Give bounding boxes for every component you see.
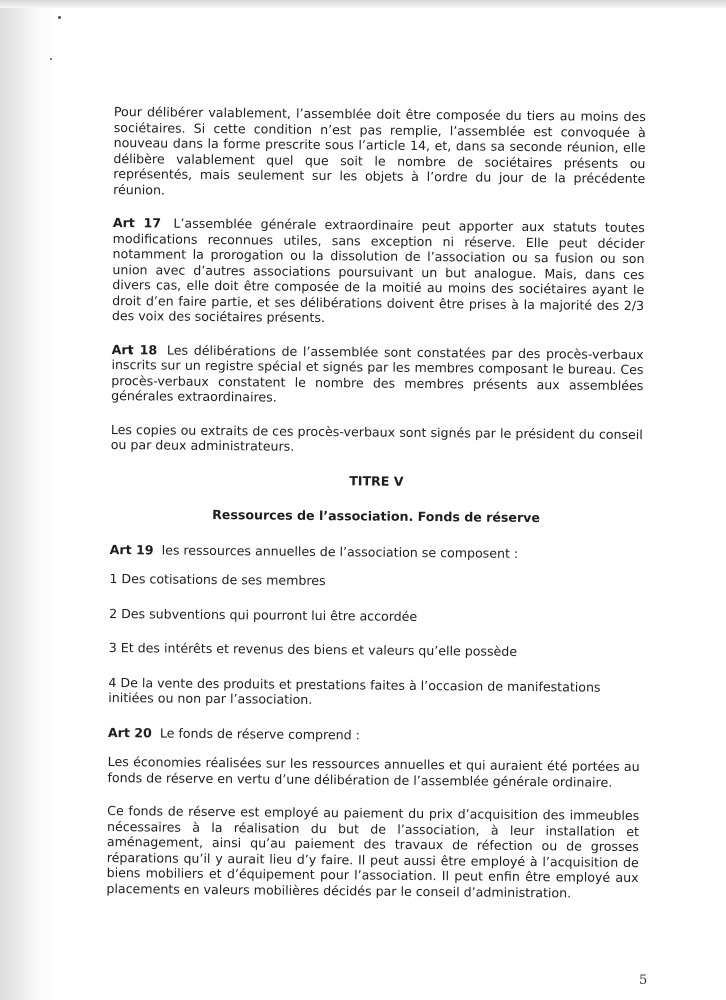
- page-left-shadow: [0, 0, 44, 1000]
- titre-heading: TITRE V: [349, 472, 404, 489]
- list-item: 1 Des cotisations de ses membres: [109, 570, 326, 589]
- scan-speck: [50, 58, 52, 60]
- article-20: [108, 724, 640, 745]
- list-item: 2 Des subventions qui pourront lui être accordée: [109, 605, 418, 624]
- paragraph-text: Pour délibérer valablement, l’assemblée doit être composée du tiers au moins des sociétaires. Si cette condition n’est pas remplie, l’assemblée est convoquée à nouveau dans la forme prescrite sous l’article 14, et, dans sa seconde réunion, elle délibère valablement quel que soit le nombre de sociétaires présents ou représentés, mais seulement sur les objets à l’ordre du jour de la précédente réunion.: [113, 104, 646, 197]
- section-heading: Ressources de l’association. Fonds de réserve: [212, 506, 541, 526]
- article-label: Art 18: [111, 341, 158, 357]
- article-text: les ressources annuelles de l’association se composent :: [161, 541, 519, 561]
- article-19: [110, 541, 642, 562]
- article-label: Art 19: [109, 541, 154, 557]
- article-text: Les délibérations de l’assemblée sont constatées par des procès-verbaux inscrits sur un registre spécial et signés par les membres composant le bureau. Ces procès-verbaux constatent le nombre des membres présents aux assemblées générales extraordinaires.: [111, 342, 644, 405]
- paragraph-quorum: [113, 104, 646, 202]
- paragraph-text: Les copies ou extraits de ces procès-verbaux sont signés par le président du conseil ou par deux administrateurs.: [110, 421, 643, 454]
- scan-speck: [58, 16, 61, 19]
- article-text: Le fonds de réserve comprend :: [159, 724, 361, 742]
- list-item: 4 De la vente des produits et prestations faites à l’occasion de manifestations initiées ou non par l’association.: [108, 674, 601, 707]
- paragraph-fonds-usage: Ce fonds de réserve est employé au paiement du prix d’acquisition des immeubles nécessaires à la réalisation du but de l’association, à leur installation et aménagement, ainsi qu’au paiement des travaux de réfection ou de grosses réparations qu’il y aurait lieu d’y faire. Il peut aussi être employé à l’acquisition de biens mobiliers et d’équipement pour l’association. Il peut enfin être employé aux placements en valeurs mobilières décidés par le conseil d’administration.: [106, 802, 640, 900]
- page-number: 5: [639, 973, 648, 988]
- list-item: 3 Et des intérêts et revenus des biens et valeurs qu’elle possède: [108, 639, 518, 659]
- paragraph-copies: [111, 421, 643, 457]
- article-17: [112, 215, 645, 329]
- article-label: Art 20: [107, 724, 152, 740]
- page-top-shadow: [0, 0, 726, 8]
- paragraph-economies: Les économies réalisées sur les ressources annuelles et qui auraient été portées au fonds de réserve en vertu d’une délibération de l’assemblée générale ordinaire.: [107, 753, 640, 790]
- article-text: L’assemblée générale extraordinaire peut apporter aux statuts toutes modifications reconnues utiles, sans exception ni réserve. Elle peut décider notamment la prorogation ou la dissolution de l’association ou sa fusion ou son union avec d’autres associations poursuivant un but analogue. Mais, dans ces divers cas, elle doit être composée de la moitié au moins des sociétaires ayant le droit d’en faire partie, et ses délibérations doivent être prises à la majorité des 2/3 des voix des sociétaires présents.: [111, 215, 645, 326]
- article-label: Art 17: [112, 214, 162, 231]
- article-18: [111, 341, 644, 408]
- document-body: [106, 104, 646, 919]
